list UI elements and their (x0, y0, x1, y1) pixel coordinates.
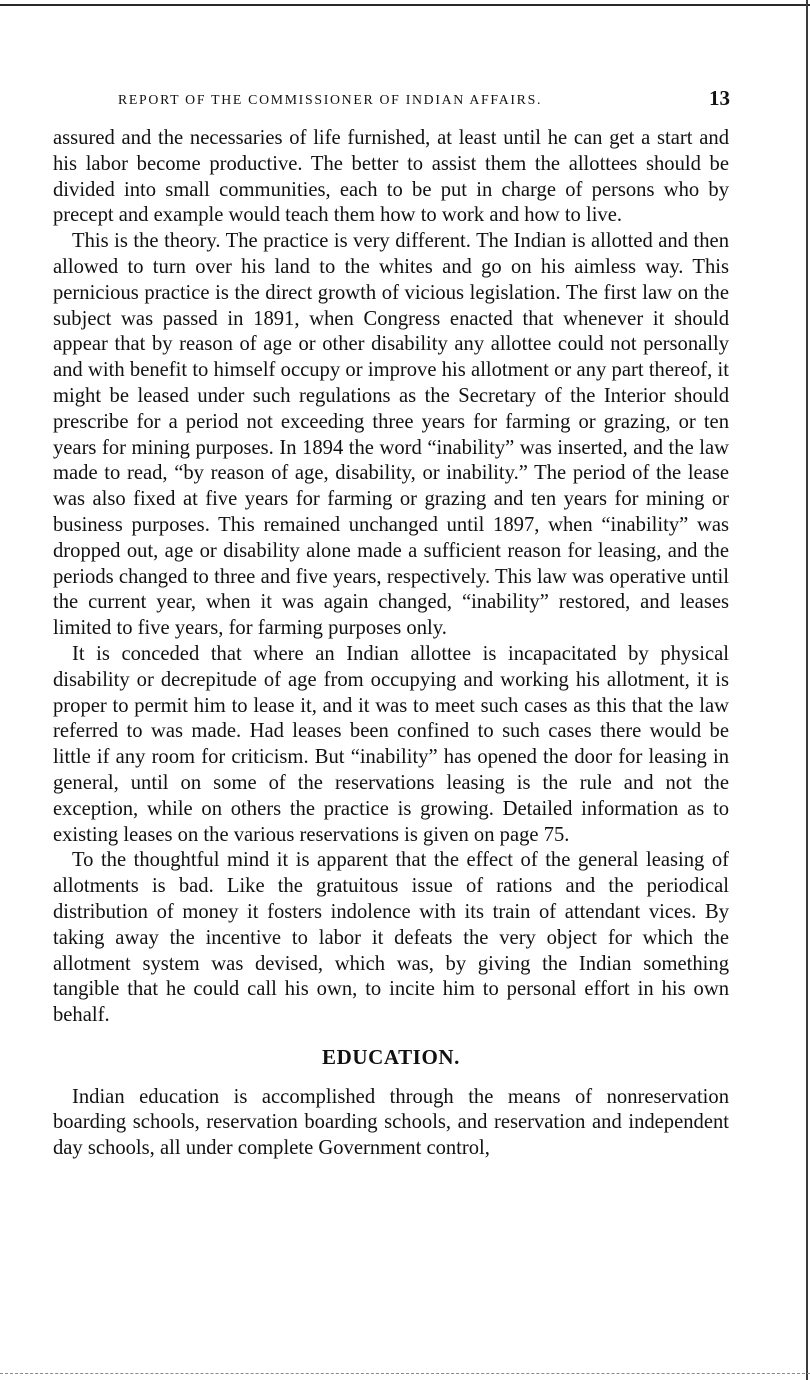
paragraph-theory-practice: This is the theory. The practice is very different. The Indian is allotted and then allowed to turn over his land to the whites and go on his aimless way. This pernicious practice is the direct growth of vicious legislation. The first law on the subject was passed in 1891, when Congress enacted that whenever it should appear that by reason of age or other disability any allottee could not personally and with benefit to himself occupy or improve his allotment or any part thereof, it might be leased under such regulations as the Secretary of the Interior should prescribe for a period not exceeding three years for farming or grazing, or ten years for mining purposes. In 1894 the word “inability” was inserted, and the law made to read, “by reason of age, disability, or inability.” The period of the lease was also fixed at five years for farming or grazing and ten years for mining or business purposes. This remained unchanged until 1897, when “inability” was dropped out, age or disability alone made a sufficient reason for leasing, and the periods changed to three and five years, respectively. This law was operative until the current year, when it was again changed, “inability” restored, and leases limited to five years, for farming purposes only. (53, 230, 729, 640)
paragraph-conceded: It is conceded that where an Indian allottee is incapacitated by physical disability or decrepitude of age from occupying and working his allotment, it is proper to permit him to lease it, and it was to meet such cases as this that the law referred to was made. Had leases been confined to such cases there would be little if any room for criticism. But “inability” has opened the door for leasing in general, until on some of the reservations leasing is the rule and not the exception, while on others the practice is growing. Detailed information as to existing leases on the various reservations is given on page 75. (53, 642, 729, 846)
paragraph-thoughtful-mind: To the thoughtful mind it is apparent that the effect of the general leasing of allotments is bad. Like the gratuitous issue of rations and the periodical distribution of money it fosters indolence with its train of attendant vices. By taking away the incentive to labor it defeats the very object for which the allotment system was devised, which was, by giving the Indian something tangible that he could call his own, to incite him to personal effort in his own behalf. (53, 849, 729, 1027)
running-head (118, 86, 730, 116)
body-text (53, 126, 729, 1162)
section-heading-education: EDUCATION. (321, 1044, 461, 1069)
page-number: 13 (709, 86, 730, 110)
top-scan-border (0, 0, 810, 6)
paragraph-continuation: assured and the necessaries of life furnished, at least until he can get a start and his labor become productive. The better to assist them the allottees should be divided into small communities, each to be put in charge of persons who by precept and example would teach them how to work and how to live. (53, 127, 729, 227)
bottom-scan-border (0, 1373, 810, 1376)
right-scan-edge (806, 0, 808, 1380)
paragraph-education: Indian education is accomplished through the means of nonreservation boarding schools, reservation boarding schools, and reservation and independent day schools, all under complete Government control, (53, 1085, 729, 1160)
running-title: REPORT OF THE COMMISSIONER OF INDIAN AFFAIRS. (118, 92, 543, 107)
